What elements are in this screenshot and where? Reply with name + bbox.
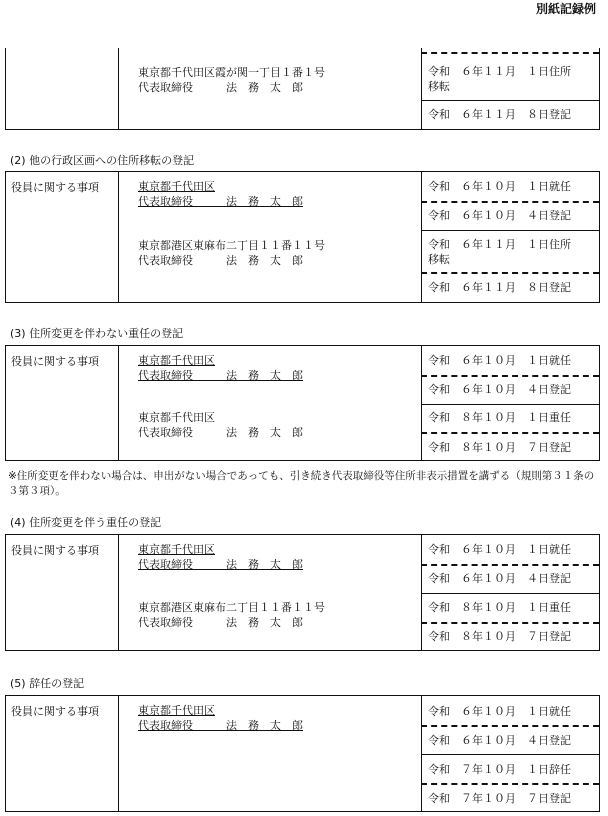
record-date: 令和 ７年１０月 １日辞任 [428, 763, 571, 776]
officer-title-name: 代表取締役 法 務 太 郎 [138, 81, 303, 94]
officer-address: 東京都千代田区霞が関一丁目１番１号 [138, 66, 325, 79]
officer-title-name: 代表取締役 法 務 太 郎 [138, 195, 303, 208]
officer-entry [138, 353, 303, 383]
row-label: 役員に関する事項 [11, 705, 99, 718]
officer-address: 東京都港区東麻布二丁目１１番１１号 [138, 601, 325, 614]
record-date: 令和 ８年１０月 １日重任 [428, 601, 571, 614]
record-date: 令和 ６年１１月 １日住所 移転 [428, 238, 571, 266]
row-label: 役員に関する事項 [11, 544, 99, 557]
officer-entry [138, 65, 325, 95]
officer-entry [138, 542, 303, 572]
record-table [5, 695, 600, 812]
section-heading: (2) 他の行政区画への住所移転の登記 [10, 154, 195, 167]
note-text: ※住所変更を伴わない場合は、申出がない場合であっても、引き続き代表取締役等住所非表示措置を講ずる（規則第３１条の３第３項）。 [8, 470, 595, 497]
document-label: 別紙記録例 [535, 2, 596, 16]
record-date: 令和 ６年１１月 １日住所 移転 [428, 65, 571, 93]
officer-address: 東京都千代田区 [138, 180, 215, 193]
officer-entry [138, 238, 325, 268]
record-date: 令和 ８年１０月 ７日登記 [428, 630, 571, 643]
record-date: 令和 ６年１０月 １日就任 [428, 705, 571, 718]
record-date: 令和 ６年１０月 ４日登記 [428, 209, 571, 222]
officer-title-name: 代表取締役 法 務 太 郎 [138, 558, 303, 571]
officer-address: 東京都千代田区 [138, 704, 215, 717]
record-date: 令和 ８年１０月 １日重任 [428, 411, 571, 424]
officer-title-name: 代表取締役 法 務 太 郎 [138, 426, 303, 439]
officer-address: 東京都千代田区 [138, 543, 215, 556]
record-date: 令和 ６年１１月 ８日登記 [428, 108, 571, 121]
officer-title-name: 代表取締役 法 務 太 郎 [138, 254, 303, 267]
record-table [5, 534, 600, 651]
officer-entry [138, 179, 303, 209]
record-date: 令和 ６年１１月 ８日登記 [428, 281, 571, 294]
section-heading: (4) 住所変更を伴う重任の登記 [10, 516, 162, 529]
officer-title-name: 代表取締役 法 務 太 郎 [138, 719, 303, 732]
record-date: 令和 ６年１０月 １日就任 [428, 543, 571, 556]
officer-title-name: 代表取締役 法 務 太 郎 [138, 616, 303, 629]
record-table [5, 171, 600, 303]
record-date: 令和 ７年１０月 ７日登記 [428, 792, 571, 805]
record-date: 令和 ６年１０月 ４日登記 [428, 383, 571, 396]
record-table-continued [5, 48, 600, 130]
officer-entry [138, 410, 303, 440]
section-heading: (3) 住所変更を伴わない重任の登記 [10, 327, 184, 340]
officer-title-name: 代表取締役 法 務 太 郎 [138, 369, 303, 382]
record-date: 令和 ６年１０月 １日就任 [428, 354, 571, 367]
record-date: 令和 ６年１０月 １日就任 [428, 180, 571, 193]
row-label: 役員に関する事項 [11, 355, 99, 368]
officer-address: 東京都港区東麻布二丁目１１番１１号 [138, 239, 325, 252]
section-heading: (5) 辞任の登記 [10, 677, 85, 690]
officer-entry [138, 600, 325, 630]
officer-address: 東京都千代田区 [138, 354, 215, 367]
record-date: 令和 ６年１０月 ４日登記 [428, 572, 571, 585]
row-label: 役員に関する事項 [11, 181, 99, 194]
record-date: 令和 ８年１０月 ７日登記 [428, 441, 571, 454]
officer-address: 東京都千代田区 [138, 411, 215, 424]
record-date: 令和 ６年１０月 ４日登記 [428, 734, 571, 747]
record-table [5, 345, 600, 461]
officer-entry [138, 703, 303, 733]
